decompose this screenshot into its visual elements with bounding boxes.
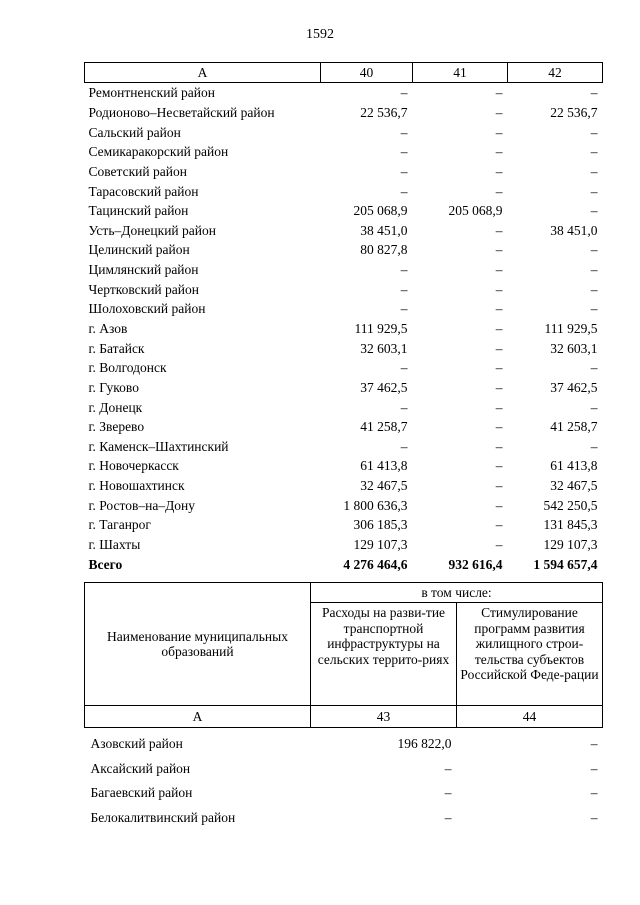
- value-col-43: –: [444, 785, 452, 801]
- table-row: [85, 260, 603, 280]
- col-header-a: А: [85, 63, 321, 83]
- value-col-40: 32 467,5: [360, 478, 408, 494]
- name-column-header: Наименование муниципальных образований: [85, 583, 311, 706]
- value-col-41: –: [495, 340, 503, 356]
- table-row: [85, 83, 603, 103]
- value-col-42: –: [590, 399, 598, 415]
- value-col-41: –: [495, 301, 503, 317]
- value-col-40: 80 827,8: [360, 242, 408, 258]
- total-col-42: 1 594 657,4: [533, 556, 598, 572]
- header-row: [85, 63, 603, 83]
- table-row: [85, 757, 603, 782]
- value-col-40: 22 536,7: [360, 104, 408, 120]
- value-col-42: 61 413,8: [550, 458, 598, 474]
- index-a: А: [85, 706, 311, 728]
- row-name: Азовский район: [90, 736, 183, 752]
- value-col-41: –: [495, 458, 503, 474]
- value-col-42: 129 107,3: [543, 537, 598, 553]
- row-name: Ремонтненский район: [88, 85, 215, 101]
- value-col-42: –: [590, 360, 598, 376]
- value-col-40: –: [400, 144, 408, 160]
- row-name: Усть–Донецкий район: [88, 222, 216, 238]
- value-col-42: 111 929,5: [544, 321, 598, 336]
- row-name: Тарасовский район: [88, 183, 199, 199]
- total-col-40: 4 276 464,6: [343, 556, 408, 572]
- table-row: [85, 181, 603, 201]
- col-header-41: 41: [413, 63, 508, 83]
- row-name: Целинский район: [88, 242, 190, 258]
- value-col-42: –: [590, 301, 598, 317]
- row-name: г. Донецк: [88, 399, 143, 415]
- row-name: г. Новошахтинск: [88, 478, 185, 494]
- value-col-41: –: [495, 281, 503, 297]
- value-col-44: –: [590, 809, 598, 825]
- value-col-40: –: [400, 438, 408, 454]
- value-col-40: –: [400, 360, 408, 376]
- value-col-41: –: [495, 124, 503, 140]
- value-col-40: 38 451,0: [360, 222, 408, 238]
- budget-table-columns-40-42: [84, 62, 603, 574]
- value-col-41: –: [495, 419, 503, 435]
- value-col-44: –: [590, 785, 598, 801]
- row-name: Тацинский район: [88, 203, 189, 219]
- value-col-40: 111 929,5: [354, 321, 408, 336]
- value-col-43: –: [444, 809, 452, 825]
- value-col-40: –: [400, 399, 408, 415]
- row-name: г. Волгодонск: [88, 360, 167, 376]
- value-col-41: –: [495, 163, 503, 179]
- table-row: [85, 456, 603, 476]
- value-col-42: –: [590, 85, 598, 101]
- value-col-41: –: [495, 478, 503, 494]
- table-row: [85, 535, 603, 555]
- total-row: [85, 554, 603, 574]
- value-col-41: –: [495, 497, 503, 513]
- row-name: г. Батайск: [88, 340, 145, 356]
- value-col-41: –: [495, 262, 503, 278]
- table-row: [85, 220, 603, 240]
- value-col-42: 41 258,7: [550, 419, 598, 435]
- value-col-40: 1 800 636,3: [343, 497, 408, 513]
- value-col-40: 61 413,8: [360, 458, 408, 474]
- value-col-42: 38 451,0: [550, 222, 598, 238]
- table-row: [85, 358, 603, 378]
- value-col-42: 542 250,5: [543, 497, 598, 513]
- row-name: г. Ростов–на–Дону: [88, 497, 196, 513]
- table-row: [85, 162, 603, 182]
- value-col-44: –: [590, 736, 598, 752]
- value-col-41: –: [495, 144, 503, 160]
- page-number: 1592: [306, 27, 334, 42]
- value-col-41: –: [495, 537, 503, 553]
- value-col-41: –: [495, 399, 503, 415]
- table-row: [85, 279, 603, 299]
- col-header-40: 40: [321, 63, 413, 83]
- value-col-41: –: [495, 104, 503, 120]
- value-col-42: –: [590, 438, 598, 454]
- value-col-41: –: [495, 242, 503, 258]
- table-row: [85, 338, 603, 358]
- row-name: Багаевский район: [90, 785, 193, 801]
- row-name: Аксайский район: [90, 760, 191, 776]
- table-row: [85, 240, 603, 260]
- table-row: [85, 201, 603, 221]
- value-col-41: –: [495, 379, 503, 395]
- value-col-43: 196 822,0: [397, 736, 452, 752]
- row-name: Шолоховский район: [88, 301, 206, 317]
- value-col-42: –: [590, 163, 598, 179]
- value-col-41: –: [495, 85, 503, 101]
- table-row: [85, 437, 603, 457]
- table-row: [85, 495, 603, 515]
- value-col-41: –: [495, 438, 503, 454]
- value-col-41: –: [495, 222, 503, 238]
- col-header-44-text: Стимулирование программ развития жилищного строи-тельства субъектов Российской Феде-рации: [457, 603, 603, 706]
- index-row: [85, 706, 603, 728]
- value-col-42: –: [590, 203, 598, 219]
- table-row: [85, 122, 603, 142]
- value-col-40: 41 258,7: [360, 419, 408, 435]
- row-name: Белокалитвинский район: [90, 809, 236, 825]
- row-name: Родионово–Несветайский район: [88, 104, 275, 120]
- group-header: в том числе:: [311, 583, 603, 603]
- table-row: [85, 299, 603, 319]
- value-col-41: 205 068,9: [448, 203, 503, 219]
- row-name: Цимлянский район: [88, 262, 199, 278]
- table-row: [85, 806, 603, 831]
- value-col-42: –: [590, 144, 598, 160]
- row-name: г. Новочеркасск: [88, 458, 179, 474]
- value-col-41: –: [495, 517, 503, 533]
- value-col-41: –: [495, 321, 503, 336]
- value-col-40: –: [400, 262, 408, 278]
- table-row: [85, 378, 603, 398]
- row-name: г. Азов: [88, 321, 128, 336]
- value-col-40: 37 462,5: [360, 379, 408, 395]
- total-col-41: 932 616,4: [448, 556, 503, 572]
- row-name: Советский район: [88, 163, 187, 179]
- row-name: г. Гуково: [88, 379, 139, 395]
- index-43: 43: [311, 706, 457, 728]
- value-col-42: –: [590, 183, 598, 199]
- row-name: г. Шахты: [88, 537, 141, 553]
- budget-table-columns-43-44: [84, 582, 603, 830]
- index-44: 44: [457, 706, 603, 728]
- value-col-42: –: [590, 281, 598, 297]
- value-col-40: 205 068,9: [353, 203, 408, 219]
- header-row-group: [85, 583, 603, 603]
- table-row: [85, 781, 603, 806]
- value-col-42: 22 536,7: [550, 104, 598, 120]
- value-col-42: 32 603,1: [550, 340, 598, 356]
- col-header-42: 42: [508, 63, 603, 83]
- value-col-42: 37 462,5: [550, 379, 598, 395]
- table-row: [85, 417, 603, 437]
- table-row: [85, 142, 603, 162]
- table-row: [85, 515, 603, 535]
- value-col-42: –: [590, 124, 598, 140]
- value-col-40: 32 603,1: [360, 340, 408, 356]
- row-name: г. Каменск–Шахтинский: [88, 438, 229, 454]
- value-col-40: –: [400, 281, 408, 297]
- value-col-40: –: [400, 163, 408, 179]
- value-col-42: –: [590, 262, 598, 278]
- value-col-40: 306 185,3: [353, 517, 408, 533]
- row-name: Семикаракорский район: [88, 144, 229, 160]
- col-header-43-text: Расходы на разви-тие транспортной инфраструктуры на сельских террито-риях: [311, 603, 457, 706]
- value-col-41: –: [495, 183, 503, 199]
- value-col-42: 131 845,3: [543, 517, 598, 533]
- total-label: Всего: [88, 556, 123, 572]
- value-col-40: –: [400, 124, 408, 140]
- table-row: [85, 476, 603, 496]
- row-name: г. Зверево: [88, 419, 145, 435]
- row-name: Сальский район: [88, 124, 181, 140]
- table-row: [85, 397, 603, 417]
- value-col-42: –: [590, 242, 598, 258]
- table-row: [85, 319, 603, 339]
- value-col-40: 129 107,3: [353, 537, 408, 553]
- value-col-44: –: [590, 760, 598, 776]
- value-col-41: –: [495, 360, 503, 376]
- value-col-40: –: [400, 301, 408, 317]
- table-row: [85, 103, 603, 123]
- value-col-43: –: [444, 760, 452, 776]
- value-col-40: –: [400, 85, 408, 101]
- value-col-42: 32 467,5: [550, 478, 598, 494]
- row-name: Чертковский район: [88, 281, 199, 297]
- table-row: [85, 728, 603, 757]
- row-name: г. Таганрог: [88, 517, 151, 533]
- value-col-40: –: [400, 183, 408, 199]
